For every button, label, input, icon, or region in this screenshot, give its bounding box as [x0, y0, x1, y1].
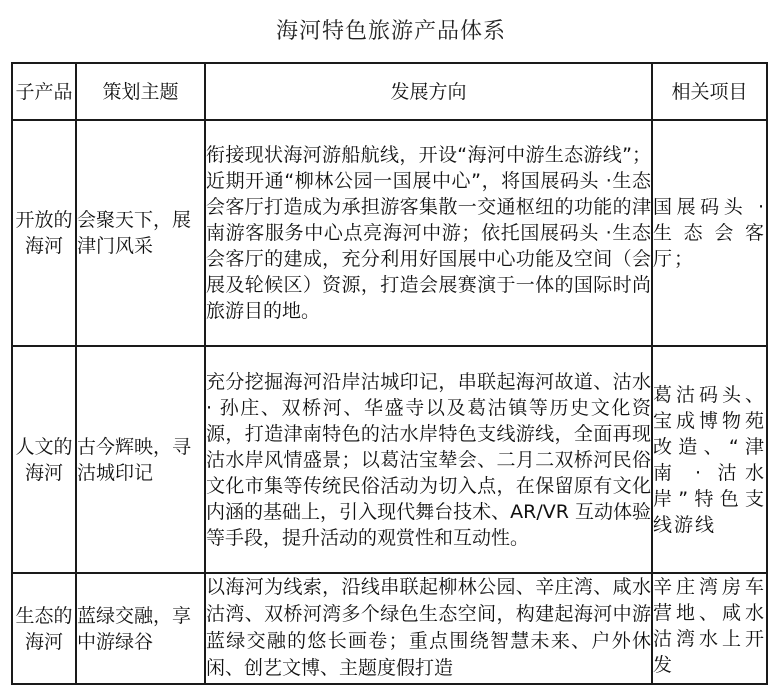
header-theme: 策划主题	[76, 63, 205, 120]
tourism-product-table	[11, 62, 768, 685]
cell-direction: 以海河为线索，沿线串联起柳林公园、辛庄湾、咸水沽湾、双桥河湾多个绿色生态空间，构建起海河中游蓝绿交融的悠长画卷；重点围绕智慧未来、户外休闲、创艺文博、主题度假打造	[205, 573, 652, 684]
cell-product: 人文的海河	[12, 346, 76, 573]
header-projects: 相关项目	[652, 63, 767, 120]
cell-direction: 充分挖掘海河沿岸沽城印记，串联起海河故道、沽水 · 孙庄、双桥河、华盛寺以及葛沽镇等历史文化资源，打造津南特色的沽水岸特色支线游线，全面再现沽水岸风情盛景；以葛沽宝辇会、二月二双桥河民俗文化市集等传统民俗活动为切入点，在保留原有文化内涵的基础上，引入现代舞台技术、AR/VR 互动体验等手段，提升活动的观赏性和互动性。	[205, 346, 652, 573]
cell-projects: 葛沽码头、宝成博物苑改造、“津南 · 沽水岸”特色支线游线	[652, 346, 767, 573]
cell-direction: 衔接现状海河游船航线，开设“海河中游生态游线”；近期开通“柳林公园一国展中心”，将国展码头 ·生态会客厅打造成为承担游客集散一交通枢纽的功能的津南游客服务中心点亮海河中游；依托国展码头 ·生态会客厅的建成，充分利用好国展中心功能及空间（会展及轮候区）资源，打造会展赛演于一体的国际时尚旅游目的地。	[205, 120, 652, 346]
cell-product: 生态的海河	[12, 573, 76, 684]
table-row	[12, 346, 767, 573]
table-row	[12, 573, 767, 684]
cell-theme: 会聚天下，展津门风采	[76, 120, 205, 346]
cell-theme: 古今辉映，寻沽城印记	[76, 346, 205, 573]
table-header-row	[12, 63, 767, 120]
table-row	[12, 120, 767, 346]
header-direction: 发展方向	[205, 63, 652, 120]
cell-product: 开放的海河	[12, 120, 76, 346]
cell-projects: 辛庄湾房车营地、咸水沽湾水上开发	[652, 573, 767, 684]
cell-projects: 国展码头 · 生态会客厅；	[652, 120, 767, 346]
page-title: 海河特色旅游产品体系	[275, 19, 506, 44]
header-product: 子产品	[12, 63, 76, 120]
cell-theme: 蓝绿交融，享中游绿谷	[76, 573, 205, 684]
